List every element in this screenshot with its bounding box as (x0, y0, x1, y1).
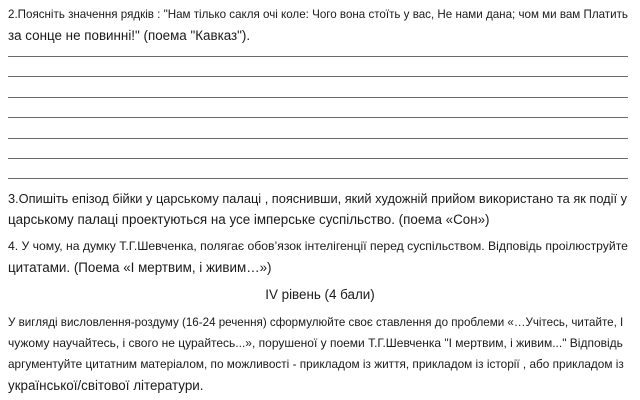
question-3-line-1: 3.Опишіть епізод бійки у царському палаці , пояснивши, який художній прийом використано та як події у (8, 191, 627, 206)
essay-task-line-1: У вигляді висловлення-роздуму (16-24 речення) сформулюйте своє ставлення до проблеми «…Учітесь, читайте, І (8, 316, 624, 329)
answer-line (8, 76, 628, 77)
answer-line (8, 117, 628, 118)
answer-line (8, 138, 628, 139)
question-4-line-2: цитатами. (Поема «І мертвим, і живим…») (8, 260, 272, 275)
question-3 (8, 188, 628, 230)
essay-task-line-4: української/світової літератури. (8, 378, 204, 393)
question-4-line-1: 4. У чому, на думку Т.Г.Шевченка, полягає обов’язок інтелігенції перед суспільством. Відповідь проілюструйте (8, 239, 628, 253)
level-heading: IV рівень (4 бали) (265, 287, 375, 302)
question-2 (8, 4, 628, 46)
answer-line (8, 158, 628, 159)
question-2-line-2: за сонце не повинні!" (поема "Кавказ"). (8, 28, 251, 43)
answer-lines (8, 56, 628, 199)
essay-task-line-2: чужому научайтесь, і свого не цурайтесь...», порушеної у поеми Т.Г.Шевченка "І мертвим, і живим..." Відповідь (8, 336, 623, 350)
question-3-line-2: царському палаці проектуються на усе імперське суспільство. (поема «Сон») (8, 212, 490, 227)
essay-task-line-3: аргументуйте цитатним матеріалом, по можливості - прикладом із життя, прикладом із історії , або прикладом із (8, 357, 624, 371)
question-4 (8, 236, 628, 278)
answer-line (8, 178, 628, 179)
question-2-line-1: 2.Поясніть значення рядків : "Нам тілько сакля очі коле: Чого вона стоїть у вас, Не нами дана; чом ми вам Платить (8, 8, 628, 21)
essay-task (8, 312, 628, 396)
answer-line (8, 97, 628, 98)
answer-line (8, 56, 628, 57)
